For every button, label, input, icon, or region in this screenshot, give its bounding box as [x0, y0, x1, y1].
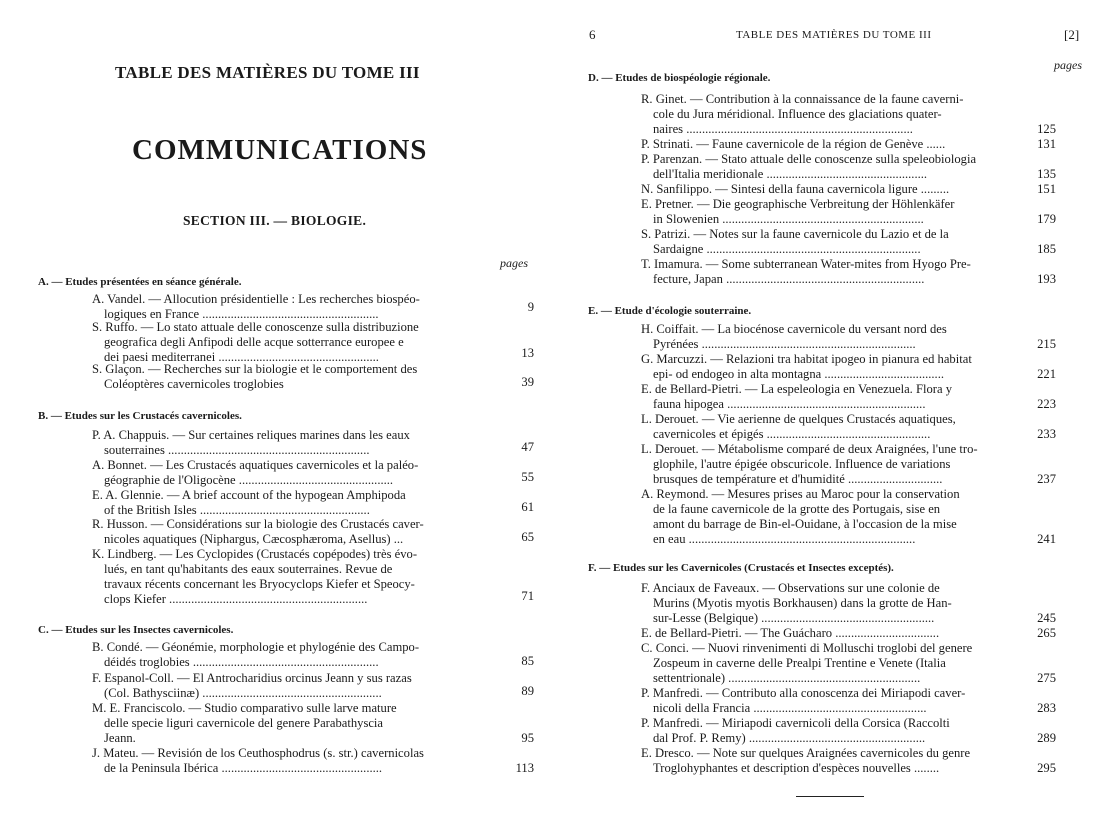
toc-entry-line: cavernicoles et épigés ....................................................: [653, 427, 931, 441]
toc-entry-line: de la faune cavernicole de la grotte des Portugais, sise en: [653, 502, 941, 516]
toc-entry-line: P. Manfredi. — Contributo alla conoscenza dei Miriapodi caver-: [641, 686, 966, 700]
section-label-a: A. — Etudes présentées en séance générale.: [38, 276, 242, 288]
toc-entry-line: B. Condé. — Géonémie, morphologie et phylogénie des Campo-: [92, 640, 420, 654]
toc-page-number: 245: [1037, 611, 1056, 625]
toc-entry-line: E. Pretner. — Die geographische Verbreitung der Höhlenkäfer: [641, 197, 955, 211]
toc-entry-line: Sardaigne ....................................................................: [653, 242, 921, 256]
section-label-d: D. — Etudes de biospéologie régionale.: [588, 72, 771, 84]
toc-page-number: 295: [1037, 761, 1056, 775]
toc-page-number: 233: [1037, 427, 1056, 441]
section-label-e: E. — Etude d'écologie souterraine.: [588, 305, 752, 317]
toc-page-number: 221: [1037, 367, 1056, 381]
toc-entry-line: E. de Bellard-Pietri. — La espeleologia en Venezuela. Flora y: [641, 382, 953, 396]
toc-page-number: 9: [527, 300, 534, 314]
toc-page-number: 275: [1037, 671, 1056, 685]
toc-page-number: 241: [1037, 532, 1056, 546]
toc-page-number: 113: [515, 761, 534, 775]
toc-entry-line: in Slowenien ................................................................: [653, 212, 924, 226]
toc-page-number: 95: [521, 731, 534, 745]
toc-entry-line: fecture, Japan ...............................................................: [653, 272, 925, 286]
toc-page-number: 39: [521, 375, 534, 389]
toc-entry-line: clops Kiefer ...............................................................: [104, 592, 368, 606]
toc-entry-line: delle specie liguri cavernicole del genere Parabathyscia: [104, 716, 384, 730]
toc-entry-line: H. Coiffait. — La biocénose cavernicole du versant nord des: [641, 322, 947, 336]
toc-entry-line: souterraines ................................................................: [104, 443, 370, 457]
toc-page-number: 85: [521, 654, 534, 668]
toc-entry-line: G. Marcuzzi. — Relazioni tra habitat ipogeo in pianura ed habitat: [641, 352, 972, 366]
toc-entry-line: E. de Bellard-Pietri. — The Guácharo .................................: [641, 626, 940, 640]
toc-page-number: 179: [1037, 212, 1056, 226]
toc-entry-line: naires ........................................................................: [653, 122, 913, 136]
toc-page-number: 89: [521, 684, 534, 698]
toc-entry-line: logiques en France ........................................................: [104, 307, 379, 321]
toc-entry-line: dell'Italia meridionale ...................................................: [653, 167, 928, 181]
toc-entry-line: K. Lindberg. — Les Cyclopides (Crustacés copépodes) très évo-: [92, 547, 418, 561]
toc-entry-line: nicoles aquatiques (Niphargus, Cæcosphæroma, Asellus) ...: [104, 532, 404, 546]
toc-entry-line: R. Husson. — Considérations sur la biologie des Crustacés caver-: [92, 517, 424, 531]
toc-entry-line: P. Strinati. — Faune cavernicole de la région de Genève ......: [641, 137, 946, 151]
toc-entry-line: L. Derouet. — Vie aerienne de quelques Crustacés aquatiques,: [641, 412, 956, 426]
toc-entry-line: nicoli della Francia .......................................................: [653, 701, 927, 715]
toc-page-number: 289: [1037, 731, 1056, 745]
toc-entry-line: Coléoptères cavernicoles troglobies: [104, 377, 284, 391]
toc-entry-line: glophile, l'autre épigée obscuricole. Influence de variations: [653, 457, 951, 471]
page-title: TABLE DES MATIÈRES DU TOME III: [115, 63, 420, 82]
toc-entry-line: A. Vandel. — Allocution présidentielle : Les recherches biospéo-: [92, 292, 420, 306]
toc-entry-line: de la Peninsula Ibérica ...................................................: [104, 761, 383, 775]
toc-entry-line: L. Derouet. — Métabolisme comparé de deux Araignées, l'une tro-: [641, 442, 978, 456]
toc-entry-line: cole du Jura méridional. Influence des glaciations quater-: [653, 107, 942, 121]
toc-entry-line: S. Ruffo. — Lo stato attuale delle conoscenze sulla distribuzione: [92, 320, 419, 334]
toc-page-number: 223: [1037, 397, 1056, 411]
toc-page-number: 55: [521, 470, 534, 484]
toc-entry-line: déidés troglobies ...........................................................: [104, 655, 379, 669]
bracket-number: [2]: [1064, 27, 1080, 42]
communications-heading: COMMUNICATIONS: [132, 134, 428, 166]
toc-entry-line: F. Anciaux de Faveaux. — Observations sur une colonie de: [641, 581, 940, 595]
toc-page-number: 61: [521, 500, 534, 514]
toc-entry-line: sur-Lesse (Belgique) .......................................................: [653, 611, 935, 625]
page-number: 6: [589, 27, 596, 42]
toc-entry-line: E. Dresco. — Note sur quelques Araignées cavernicoles du genre: [641, 746, 971, 760]
toc-entry-line: Zospeum in caverne delle Prealpi Trentine e Venete (Italia: [653, 656, 946, 670]
toc-entry-line: C. Conci. — Nuovi rinvenimenti di Molluschi troglobi del genere: [641, 641, 973, 655]
toc-page-number: 65: [521, 530, 534, 544]
left-page: [0, 0, 556, 813]
toc-entry-line: S. Glaçon. — Recherches sur la biologie et le comportement des: [92, 362, 418, 376]
section-label-b: B. — Etudes sur les Crustacés cavernicoles.: [38, 410, 242, 422]
toc-page-number: 237: [1037, 472, 1056, 486]
toc-entry-line: T. Imamura. — Some subterranean Water-mites from Hyogo Pre-: [641, 257, 971, 271]
section-label-f: F. — Etudes sur les Cavernicoles (Crustacés et Insectes exceptés).: [588, 562, 894, 574]
toc-entry-line: M. E. Franciscolo. — Studio comparativo sulle larve mature: [92, 701, 397, 715]
toc-page-number: 265: [1037, 626, 1056, 640]
toc-entry-line: settentrionale) .............................................................: [653, 671, 921, 685]
toc-entry-line: J. Mateu. — Revisión de los Ceuthosphodrus (s. str.) cavernicolas: [92, 746, 424, 760]
toc-page-number: 47: [521, 440, 534, 454]
toc-page-number: 151: [1037, 182, 1056, 196]
toc-entry-line: F. Espanol-Coll. — El Antrocharidius orcinus Jeann y sus razas: [92, 671, 412, 685]
toc-page-number: 185: [1037, 242, 1056, 256]
toc-entry-line: amont du barrage de Bin-el-Ouidane, à l'occasion de la mise: [653, 517, 957, 531]
toc-page-number: 131: [1037, 137, 1056, 151]
toc-entry-line: geografica degli Anfipodi delle acque sotterrance europee e: [104, 335, 404, 349]
running-title: TABLE DES MATIÈRES DU TOME III: [736, 29, 932, 41]
toc-page-number: 135: [1037, 167, 1056, 181]
toc-page-number: 125: [1037, 122, 1056, 136]
section-label-c: C. — Etudes sur les Insectes cavernicoles.: [38, 624, 234, 636]
toc-page-number: 215: [1037, 337, 1056, 351]
toc-entry-line: P. Manfredi. — Miriapodi cavernicoli della Corsica (Raccolti: [641, 716, 950, 730]
toc-entry-line: (Col. Bathysciinæ) .........................................................: [104, 686, 382, 700]
toc-entry-line: Pyrénées ....................................................................: [653, 337, 916, 351]
toc-entry-line: brusques de température et d'humidité ..............................: [653, 472, 943, 486]
toc-entry-line: P. A. Chappuis. — Sur certaines reliques marines dans les eaux: [92, 428, 410, 442]
section-heading: SECTION III. — BIOLOGIE.: [183, 213, 367, 228]
toc-entry-line: E. A. Glennie. — A brief account of the hypogean Amphipoda: [92, 488, 406, 502]
toc-entry-line: géographie de l'Oligocène .................................................: [104, 473, 394, 487]
toc-entry-line: travaux récents concernant les Bryocyclops Kiefer et Speocy-: [104, 577, 415, 591]
pages-label: pages: [500, 256, 528, 270]
end-rule: [796, 796, 864, 797]
toc-page-number: 283: [1037, 701, 1056, 715]
toc-entry-line: Jeann.: [104, 731, 136, 745]
toc-entry-line: dei paesi mediterranei ...................................................: [104, 350, 379, 364]
toc-entry-line: en eau ........................................................................: [653, 532, 916, 546]
toc-entry-line: R. Ginet. — Contribution à la connaissance de la faune caverni-: [641, 92, 964, 106]
toc-entry-line: fauna hipogea ...............................................................: [653, 397, 926, 411]
toc-entry-line: N. Sanfilippo. — Sintesi della fauna cavernicola ligure .........: [641, 182, 950, 196]
toc-page-number: 71: [521, 589, 534, 603]
toc-entry-line: P. Parenzan. — Stato attuale delle conoscenze sulla speleobiologia: [641, 152, 977, 166]
toc-entry-line: S. Patrizi. — Notes sur la faune cavernicole du Lazio et de la: [641, 227, 949, 241]
toc-entry-line: dal Prof. P. Remy) ........................................................: [653, 731, 926, 745]
toc-entry-line: A. Bonnet. — Les Crustacés aquatiques cavernicoles et la paléo-: [92, 458, 419, 472]
right-page: [556, 0, 1113, 813]
toc-entry-line: A. Reymond. — Mesures prises au Maroc pour la conservation: [641, 487, 960, 501]
toc-entry-line: Troglohyphantes et description d'espèces nouvelles ........: [653, 761, 940, 775]
pages-label: pages: [1054, 58, 1082, 72]
toc-entry-line: lués, en tant qu'habitants des eaux souterraines. Revue de: [104, 562, 393, 576]
toc-page-number: 193: [1037, 272, 1056, 286]
toc-entry-line: Murins (Myotis myotis Borkhausen) dans la grotte de Han-: [653, 596, 952, 610]
toc-entry-line: of the British Isles ......................................................: [104, 503, 370, 517]
toc-page-number: 13: [521, 346, 534, 360]
toc-entry-line: epi- od endogeo in alta montagna ......................................: [653, 367, 945, 381]
